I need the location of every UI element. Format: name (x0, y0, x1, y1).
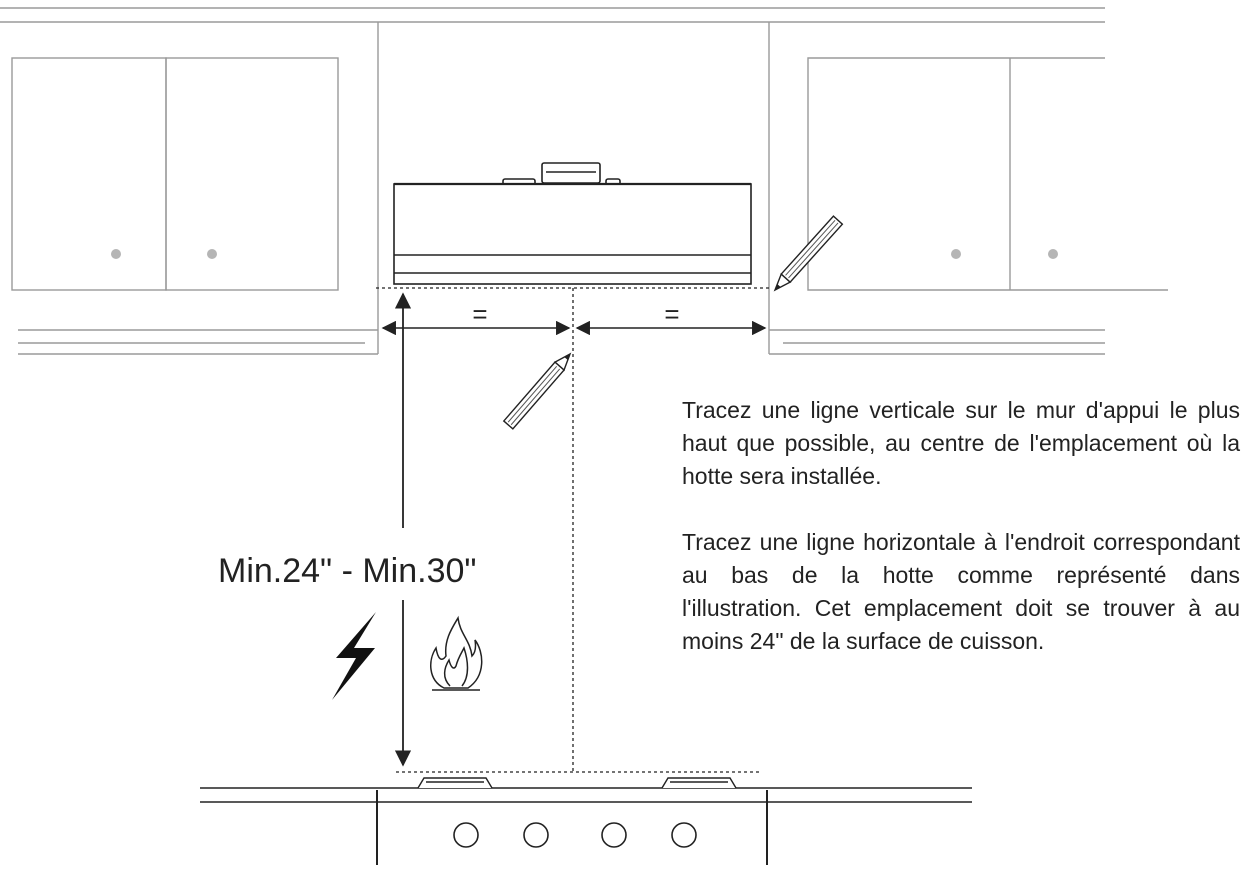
burner (662, 778, 736, 788)
right-upper-cabinet (769, 22, 1168, 354)
ceiling-lines (0, 8, 1105, 22)
lightning-bolt-icon (332, 612, 376, 700)
control-knob (672, 823, 696, 847)
cooktop (200, 788, 972, 865)
cabinet-knob (207, 249, 217, 259)
height-clearance-label: Min.24" - Min.30" (218, 552, 477, 590)
control-knobs (454, 823, 696, 847)
control-knob (602, 823, 626, 847)
cabinet-knob (951, 249, 961, 259)
cabinet-knob (1048, 249, 1058, 259)
left-upper-cabinet (12, 22, 378, 354)
cabinet-knob (111, 249, 121, 259)
control-knob (454, 823, 478, 847)
burner (418, 778, 492, 788)
control-knob (524, 823, 548, 847)
pencil-icon (504, 350, 575, 429)
range-hood (394, 163, 751, 284)
flame-icon (431, 618, 482, 690)
instructions-text (682, 394, 1240, 658)
horizontal-line-instruction: Tracez une ligne horizontale à l'endroit correspondant au bas de la hotte comme représenté dans l'illustration. Cet emplacement doit se trouver à au moins 24" de la surface de cuisson. (682, 529, 1240, 654)
equal-mark-left: = (472, 299, 488, 329)
vertical-line-instruction: Tracez une ligne verticale sur le mur d'appui le plus haut que possible, au centre de l'emplacement où la hotte sera installée. (682, 397, 1240, 489)
pencil-icon (771, 216, 843, 294)
equal-mark-right: = (664, 299, 680, 329)
